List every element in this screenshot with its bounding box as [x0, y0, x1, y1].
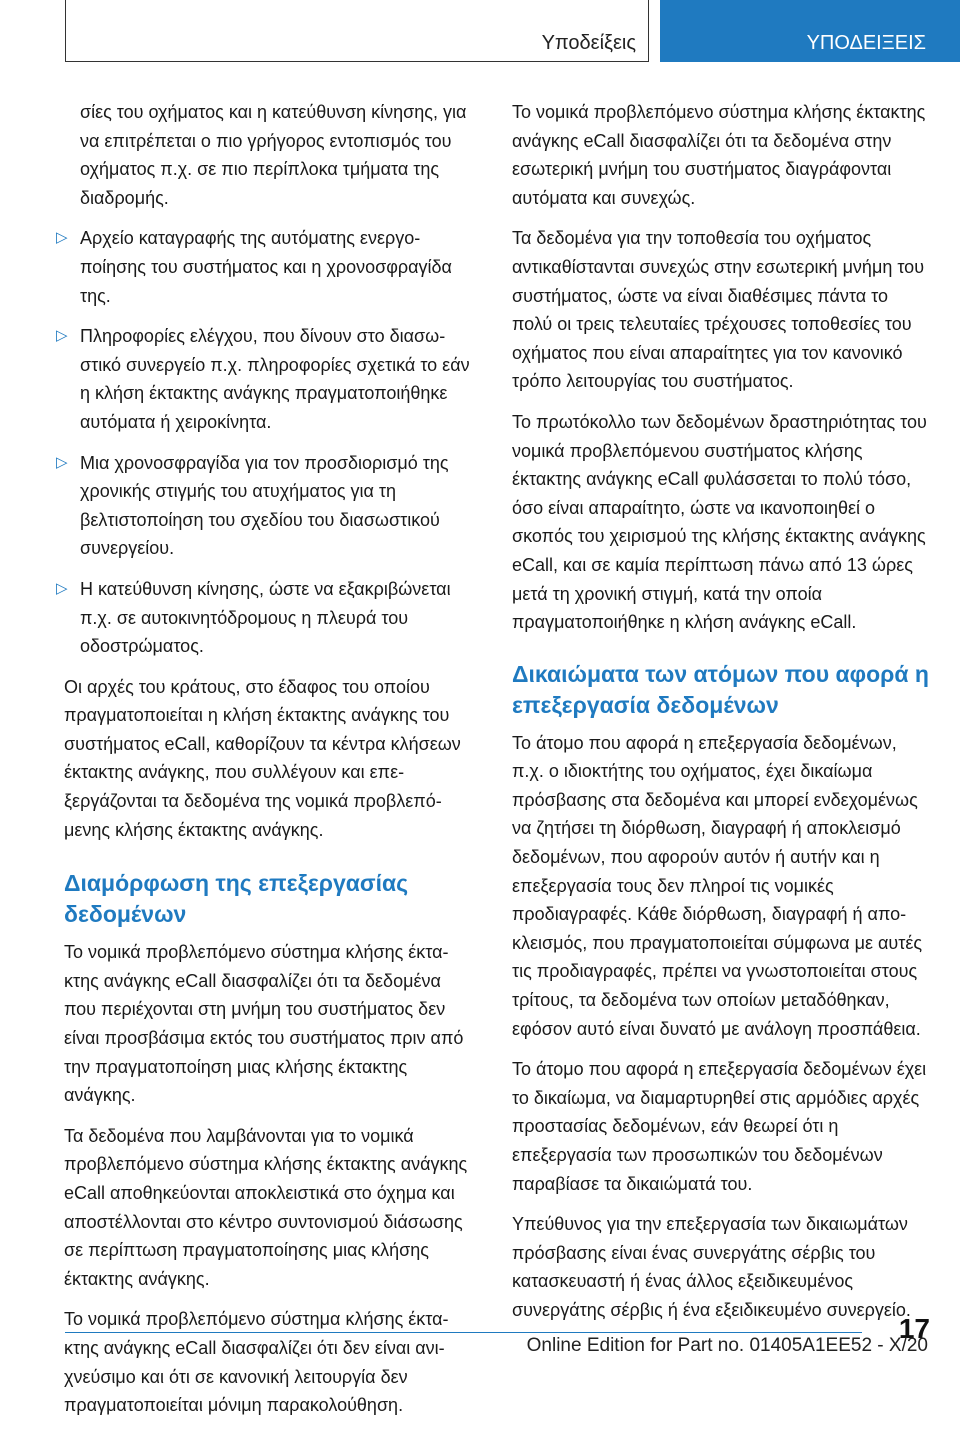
body-paragraph: Τα δεδομένα για την τοποθεσία του οχήματος αντικαθίστανται συνεχώς στην εσωτερική μνήμη του συστήματος, ώστε να είναι διαθέσιμες πάντα το πολύ οι τρεις τελευταίες τρέχουσες τοποθεσίες του οχήματος που είναι απαραίτητες για τον κανονικό τρόπο λειτουργίας του συστήματος.	[512, 228, 925, 392]
body-paragraph: Υπεύθυνος για την επεξεργασία των δικαιωμάτων πρόσβασης είναι ένας συνεργάτης σέρβις του κατασκευαστή ή ένας άλλος εξειδικευμένος συνεργάτης σέρβις ή ένα εξειδικευμένο συνεργείο.	[512, 1214, 911, 1320]
footer-divider	[65, 1332, 862, 1333]
body-paragraph: Το νομικά προβλεπόμενο σύστημα κλήσης έκτακτης ανάγκης eCall διασφαλίζει ότι τα δεδομένα στην εσωτερική μνήμη του συστήματος διαγράφονται αυτόματα και συνεχώς.	[512, 102, 926, 208]
section-heading: Διαμόρφωση της επεξεργασίας δεδομένων	[64, 870, 409, 928]
section-title: Υποδείξεις	[541, 32, 636, 54]
right-column	[512, 98, 932, 1337]
bullet-item: ▷ Μια χρονοσφραγίδα για τον προσδιορισμό της χρονικής στιγμής του ατυχήματος για τη βελτιστοποίηση του σχεδίου του διασωστικού συνεργείου.	[64, 449, 476, 563]
body-paragraph: Τα δεδομένα που λαμβάνονται για το νομικά προβλεπόμενο σύστημα κλήσης έκτακτης ανάγκης eCall αποθηκεύονται αποκλειστικά στο όχημα και αποστέλλονται στο κέντρο συντονισμού διάσωσης σε περίπτωση πραγματοποίησης μιας κλήσης έκτακτης ανάγκης.	[64, 1125, 468, 1289]
body-paragraph: Οι αρχές του κράτους, στο έδαφος του οποίου πραγματοποιείται η κλήση έκτακτης ανάγκης του συστήματος eCall, καθορίζουν τα κέντρα κλήσεων έκτακτης ανάγκης, που συλλέγουν και επεξεργάζονται τα δεδομένα της νομικά προβλεπόμενης κλήσης έκτακτης ανάγκης.	[64, 676, 461, 840]
body-paragraph: Το πρωτόκολλο των δεδομένων δραστηριότητας του νομικά προβλεπόμενου συστήματος κλήσης έκτακτης ανάγκης eCall φυλάσσεται το πολύ τόσο, όσο είναι απαραίτητο, ώστε να ικανοποιηθεί ο σκοπός του χειρισμού της κλήσης έκτακτης ανάγκης eCall, και σε καμία περίπτωση πάνω από 13 ώρες μετά τη χρονική στιγμή, κατά την οποία πραγματοποιήθηκε η κλήση ανάγκης eCall.	[512, 411, 927, 633]
left-column	[64, 98, 476, 1432]
bullet-item: ▷ Η κατεύθυνση κίνησης, ώστε να εξακριβώνεται π.χ. σε αυτοκινητόδρομους η πλευρά του οδοστρώματος.	[64, 575, 476, 661]
body-paragraph: Το άτομο που αφορά η επεξεργασία δεδομένων, π.χ. ο ιδιοκτήτης του οχήματος, έχει δικαίωμα πρόσβασης στα δεδομένα και μπορεί ενδεχομένως να ζητήσει τη διόρθωση, διαγραφή ή αποκλεισμό δεδομένων, που αφορούν αυτόν ή αυτήν και η επεξεργασία τους δεν πληροί τις νομικές προδιαγραφές. Κάθε διόρθωση, διαγραφή ή αποκλεισμός, που πραγματοποιείται σύμφωνα με αυτές τις προδιαγραφές, πρέπει να γνωστοποιείται στους τρίτους, τα δεδομένα των οποίων μεταδόθηκαν, εφόσον αυτό είναι δυνατό με ανάλογη προσπάθεια.	[512, 732, 923, 1039]
header-chapter-tab[interactable]	[660, 0, 960, 62]
bullet-item: ▷ Πληροφορίες ελέγχου, που δίνουν στο διασωστικό συνεργείο π.χ. πληροφορίες σχετικά το εάν η κλήση έκτακτης ανάγκης πραγματοποιήθηκε αυτόματα ή χειροκίνητα.	[64, 322, 476, 436]
continuation-paragraph: σίες του οχήματος και η κατεύθυνση κίνησης, για να επιτρέπεται ο πιο γρήγορος εντοπισμός του οχήματος π.χ. σε πιο περίπλοκα τμήματα της διαδρομής.	[80, 102, 467, 208]
bullet-item: ▷ Αρχείο καταγραφής της αυτόματης ενεργοποίησης του συστήματος και η χρονοσφραγίδα της.	[64, 224, 476, 310]
header-section-box	[65, 0, 649, 62]
section-heading: Δικαιώματα των ατόμων που αφορά η επεξεργασία δεδομένων	[512, 660, 929, 718]
edition-footer: Online Edition for Part no. 01405A1EE52 - X/20	[526, 1335, 928, 1356]
body-paragraph: Το άτομο που αφορά η επεξεργασία δεδομένων έχει το δικαίωμα, να διαμαρτυρηθεί στις αρμόδιες αρχές προστασίας δεδομένων, εάν θεωρεί ότι η επεξεργασία των προσωπικών του δεδομένων παραβίασε τα δικαιώματά του.	[512, 1059, 927, 1194]
body-paragraph: Το νομικά προβλεπόμενο σύστημα κλήσης έκτακτης ανάγκης eCall διασφαλίζει ότι τα δεδομένα που περιέχονται στη μνήμη του συστήματος δεν είναι προσβάσιμα εκτός του συστήματος πριν από την πραγματοποίηση μιας κλήσης έκτακτης ανάγκης.	[64, 942, 464, 1106]
body-paragraph: Το νομικά προβλεπόμενο σύστημα κλήσης έκτακτης ανάγκης eCall διασφαλίζει ότι δεν είναι ανιχνεύσιμο και ότι σε κανονική λειτουργία δεν πραγματοποιείται μόνιμη παρακολούθηση.	[64, 1309, 449, 1416]
chapter-title: ΥΠΟΔΕΙΞΕΙΣ	[806, 32, 926, 54]
page-number: 17	[898, 1313, 930, 1344]
